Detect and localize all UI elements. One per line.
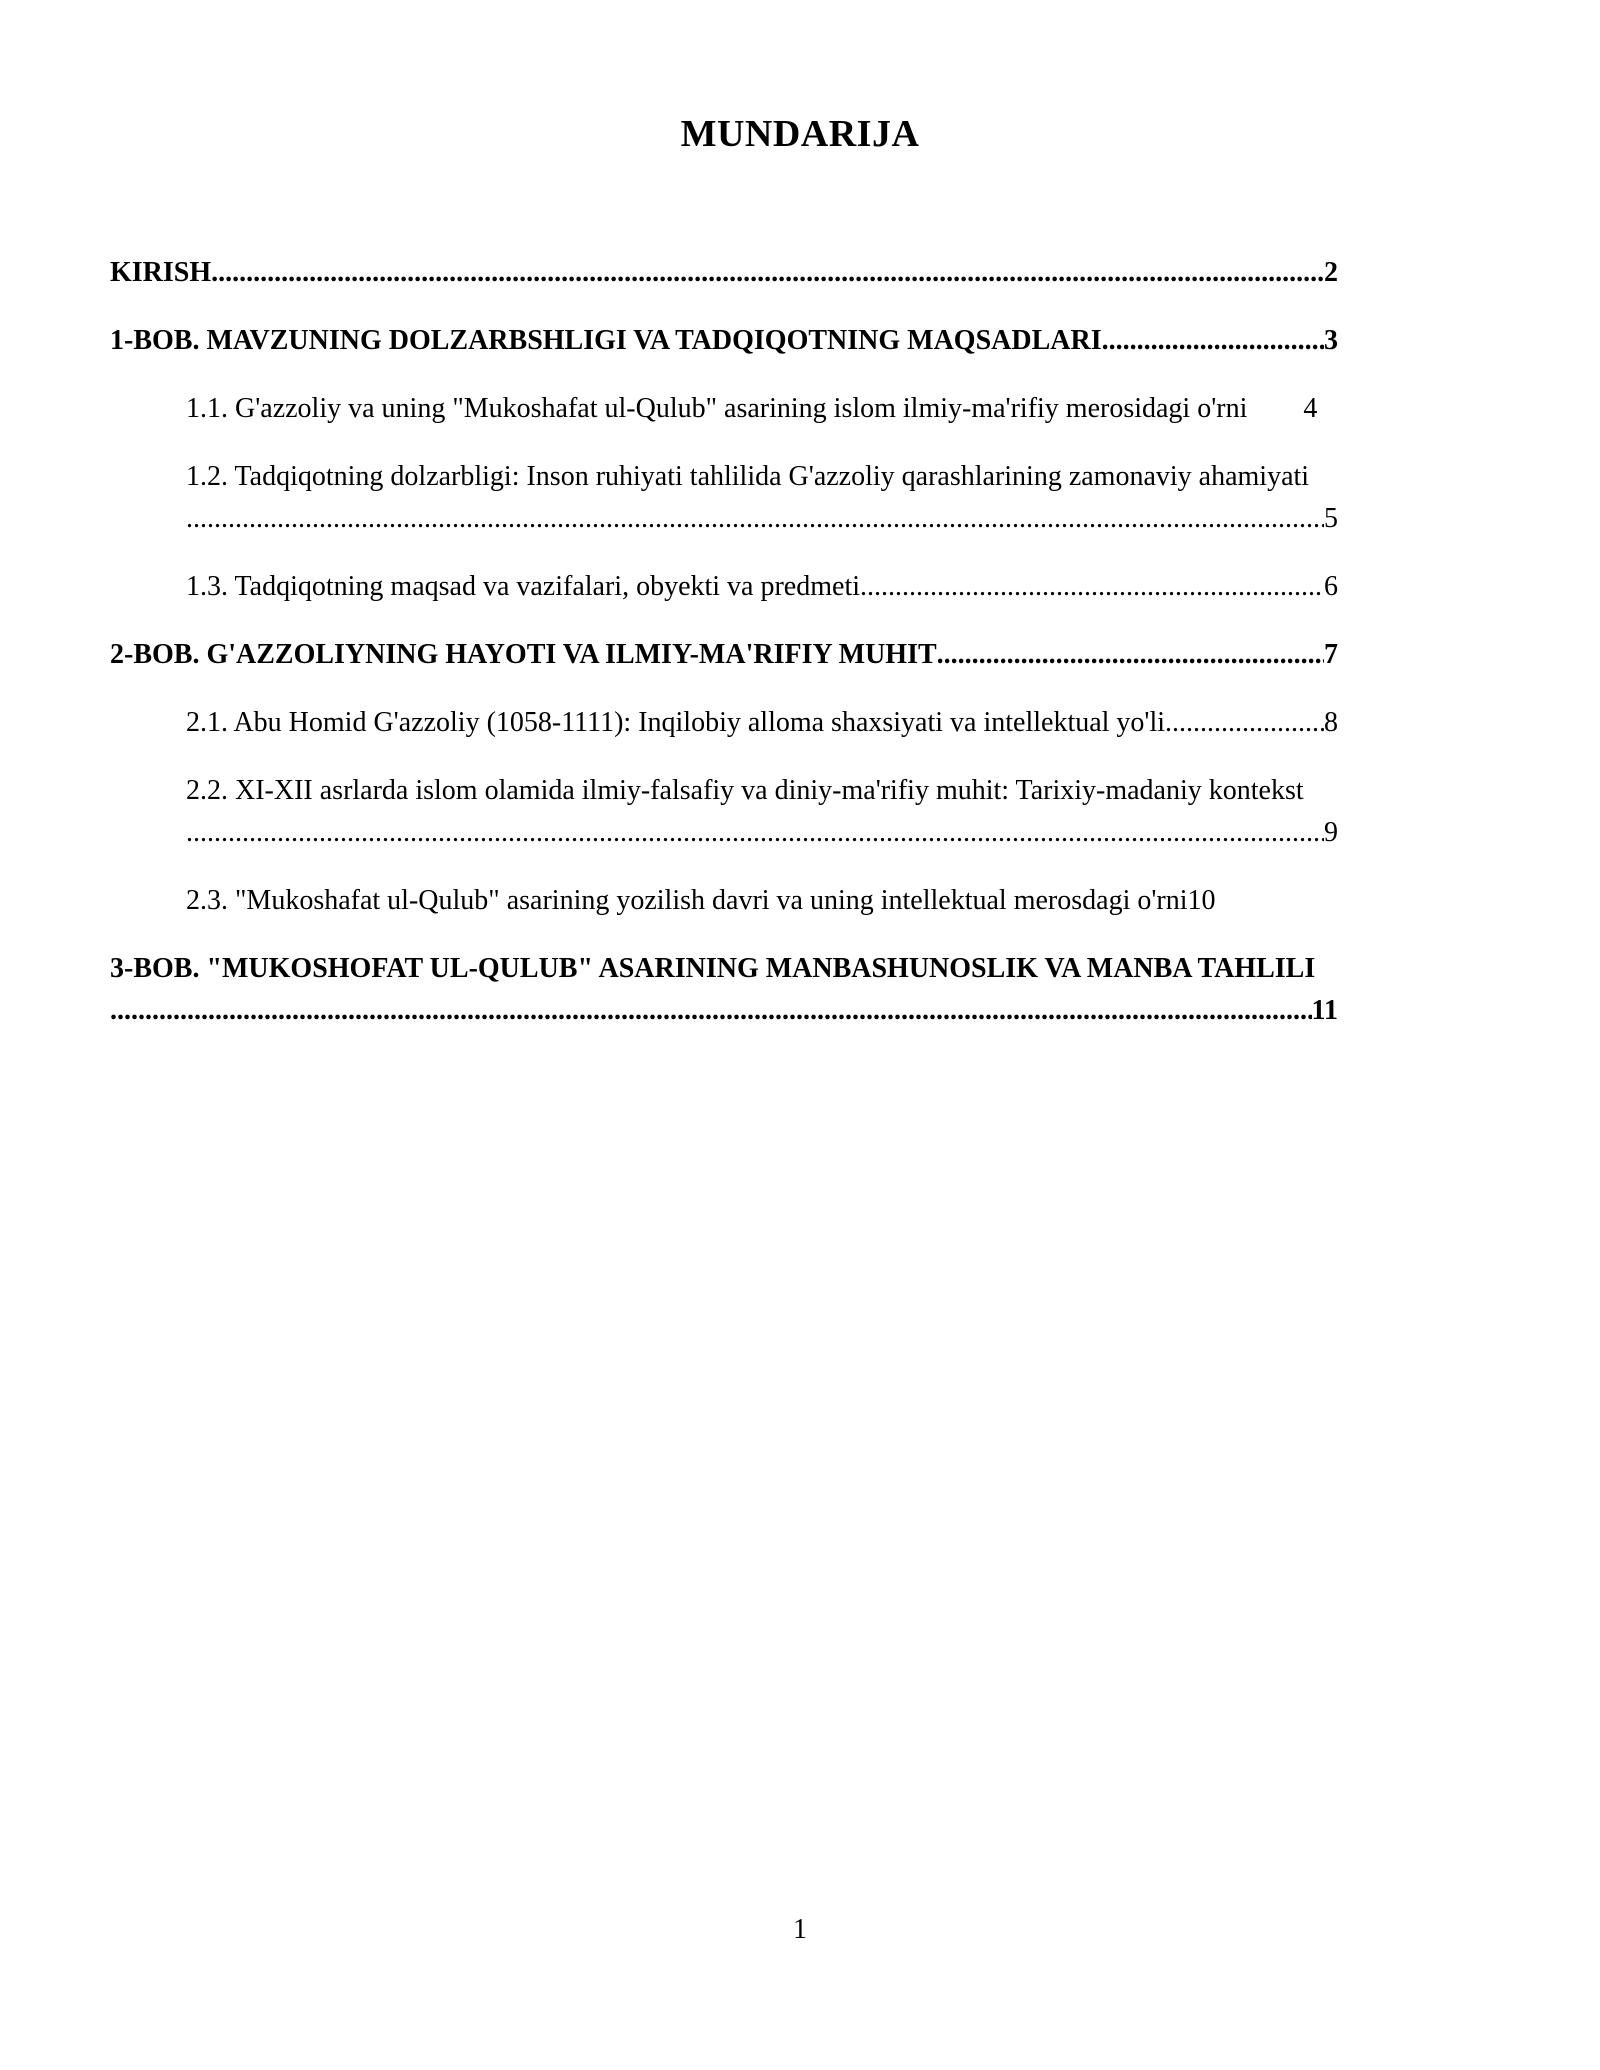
toc-entry-page: 11 <box>1311 995 1338 1026</box>
page-title: MUNDARIJA <box>680 113 920 155</box>
toc-entry-title: 2.1. Abu Homid G'azzoliy (1058-1111): Inqilobiy alloma shaxsiyati va intellektual yo'li <box>186 707 1166 738</box>
toc-entry-title: 2.3. "Mukoshafat ul-Qulub" asarining yozilish davri va uning intellektual merosdagi o'rni <box>186 885 1188 916</box>
dot-leader <box>860 566 1324 608</box>
dot-leader <box>1165 702 1324 744</box>
dot-leader <box>110 990 1312 1032</box>
dot-leader <box>186 812 1324 854</box>
toc-entry-title: 1.2. Tadqiqotning dolzarbligi: Inson ruhiyati tahlilida G'azzoliy qarashlarining zamonaviy ahamiyati <box>186 461 1310 492</box>
toc-entry-section-2-2[interactable] <box>110 770 1480 854</box>
toc-entry-title: 2.2. XI-XII asrlarda islom olamida ilmiy-falsafiy va diniy-ma'rifiy muhit: Tarixiy-madaniy kontekst <box>186 775 1304 806</box>
dot-leader <box>1102 320 1324 362</box>
toc-entry-title: KIRISH <box>110 257 212 288</box>
toc-entry-section-1-3[interactable] <box>110 566 1480 608</box>
toc-entry-title: 2-BOB. G'AZZOLIYNING HAYOTI VA ILMIY-MA'RIFIY MUHIT <box>110 639 937 670</box>
toc-entry-page: 8 <box>1324 707 1338 738</box>
dot-leader <box>211 252 1324 294</box>
page-number: 1 <box>793 1914 807 1945</box>
toc-entry-chapter-2[interactable] <box>110 634 1480 676</box>
toc-entry-chapter-1[interactable] <box>110 320 1480 362</box>
table-of-contents <box>110 252 1480 1058</box>
toc-entry-section-1-1[interactable] <box>110 388 1480 430</box>
toc-entry-title: 3-BOB. "MUKOSHOFAT UL-QULUB" ASARINING MANBASHUNOSLIK VA MANBA TAHLILI <box>110 953 1316 984</box>
toc-entry-title: 1.3. Tadqiqotning maqsad va vazifalari, obyekti va predmeti <box>186 571 860 602</box>
toc-entry-section-1-2[interactable] <box>110 456 1480 540</box>
toc-entry-page: 7 <box>1324 639 1338 670</box>
dot-leader <box>937 634 1324 676</box>
toc-entry-page: 2 <box>1324 257 1338 288</box>
toc-entry-section-2-1[interactable] <box>110 702 1480 744</box>
dot-leader <box>186 498 1324 540</box>
toc-entry-page: 5 <box>1324 503 1338 534</box>
toc-entry-page: 10 <box>1187 885 1216 916</box>
toc-entry-section-2-3[interactable] <box>110 880 1480 922</box>
toc-entry-page: 3 <box>1324 325 1338 356</box>
toc-entry-title: 1.1. G'azzoliy va uning "Mukoshafat ul-Qulub" asarining islom ilmiy-ma'rifiy merosidagi o'rni <box>186 393 1248 424</box>
toc-entry-page: 4 <box>1303 393 1318 424</box>
toc-entry-title: 1-BOB. MAVZUNING DOLZARBSHLIGI VA TADQIQOTNING MAQSADLARI <box>110 325 1102 356</box>
toc-entry-kirish[interactable] <box>110 252 1480 294</box>
toc-entry-chapter-3[interactable] <box>110 948 1480 1032</box>
toc-entry-page: 6 <box>1324 571 1338 602</box>
toc-entry-page: 9 <box>1324 817 1338 848</box>
